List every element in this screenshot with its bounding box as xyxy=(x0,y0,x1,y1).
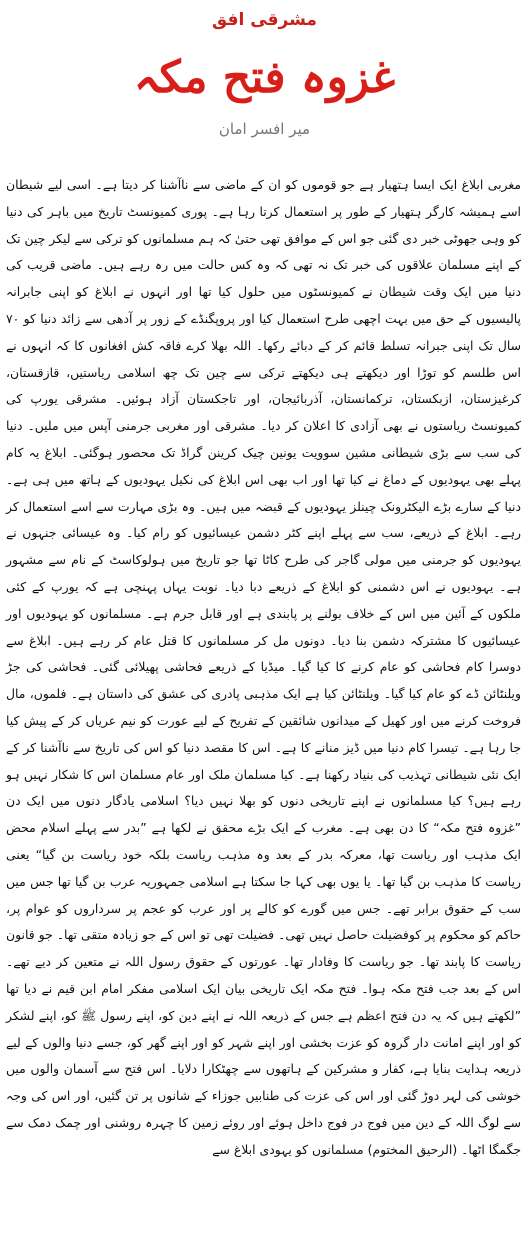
column-name: مشرقی افق xyxy=(212,10,317,30)
article-headline: غزوہ فتح مکہ xyxy=(133,52,396,103)
article-paragraph: مغربی ابلاغ ایک ایسا ہتھیار ہے جو قوموں کو ان کے ماضی سے ناآشنا کر دیتا ہے۔ اسی لیے شیطان اسے ہمیشہ کارگر ہتھیار کے طور پر استعمال کرتا رہا ہے۔ پوری کمیونسٹ تاریخ میں باہر کی دنیا کو وہی جھوٹی خبر دی گئی جو اس کے موافق تھی حتیٰ کہ ہم مسلمانوں کو ترکی سے لیکر چین تک کے اپنے مسلمان علاقوں کی خبر تک نہ تھی کہ وہ کس حالت میں رہ رہے ہیں۔ ماضی قریب کی دنیا میں ایک وقت شیطان نے کمیونسٹوں میں حلول کیا تھا اور انہوں نے ابلاغ کو اپنی جابرانہ پالیسیوں کے حق میں بہت اچھی طرح استعمال کیا اور پروپگنڈے کے زور پر آدھی سے زائد دنیا کو ۷۰ سال تک اپنی جبرانہ تسلط قائم کر کے دبائے رکھا۔ اللہ بھلا کرے فاقہ کش افغانوں کا کہ انہوں نے اس طلسم کو توڑا اور دیکھتے ہی دیکھتے ترکی سے چین تک چھ اسلامی ریاستیں، قازقستان، کرغیزستان، ازبکستان، ترکمانستان، آذربائیجان، اور تاجکستان آزاد ہوئیں۔ مشرقی یورپ کی کمیونسٹ ریاستوں نے بھی آزادی کا اعلان کر دیا۔ مشرقی اور مغربی جرمنی آپس میں ملیں۔ دنیا کی سب سے بڑی شیطانی مشین سوویت یونین چیک کرینن گراڈ تک محصور ہوگئی۔ ابلاغ یہ کام پہلے بھی یہودیوں کے دماغ نے کیا تھا اور اب بھی اس ابلاغ کی نکیل یہودیوں کے ہاتھ میں ہی ہے۔ دنیا کے سارے بڑے الیکٹرونک چینلز یہودیوں کے قبضہ میں ہیں۔ وہ بڑی مہارت سے اسے استعمال کر رہے۔ ابلاغ کے ذریعے، سب سے پہلے اپنے کٹر دشمن عیسائیوں کو رام کیا۔ وہ عیسائی جنہوں نے یہودیوں کو جرمنی میں مولی گاجر کی طرح کاٹا تھا جو تاریخ میں ہولوکاسٹ کے نام سے مشہور ہے۔ یہودیوں نے اس دشمنی کو ابلاغ کے ذریعے دبا دیا۔ نوبت یہاں پہنچی ہے کہ یورپ کے کئی ملکوں کے آئین میں اس کے خلاف بولنے پر پابندی ہے اور قابل جرم ہے۔ مسلمانوں کو یہودیوں اور عیسائیوں کا مشترکہ دشمن بنا دیا۔ دونوں مل کر مسلمانوں کا قتل عام کر رہے ہیں۔ ابلاغ سے دوسرا کام فحاشی کو عام کرنے کا کیا گیا۔ میڈیا کے ذریعے فحاشی پھیلائی گئی۔ فحاشی کی جڑ ویلنٹائن ڈے کو عام کیا گیا۔ ویلنٹائن کیا ہے ایک مذہبی پادری کی عشق کی داستان ہے۔ فلموں، مال فروخت کرنے میں اور کھیل کے میدانوں شائقین کے تفریح کے لیے عورت کو نیم عریاں کر کے پیش کیا جا رہا ہے۔ تیسرا کام دنیا میں ڈیز منانے کا ہے۔ اس کا مقصد دنیا کو اس کی تاریخ سے ناآشنا کر کے ایک نئی شیطانی تہذیب کی بنیاد رکھنا ہے۔ کیا مسلمان ملک اور عام مسلمان اس کا شکار نہیں ہو رہے ہیں؟ کیا مسلمانوں نے اپنے تاریخی دنوں کو بھلا نہیں دیا؟ اسلامی یادگار دنوں میں ایک دن ”غزوہ فتح مکہ“ کا دن بھی ہے۔ مغرب کے ایک بڑے محقق نے لکھا ہے ”بدر سے پہلے اسلام محض ایک مذہب اور ریاست تھا، معرکہ بدر کے بعد وہ مذہب ریاست بلکہ خود ریاست بن گیا“ یعنی ریاست کا مذہب بن گیا تھا۔ یا یوں بھی کہا جا سکتا ہے اسلامی جمہوریہ عرب بن گیا تھا جس میں سب کے حقوق برابر تھے۔ جس میں گورے کو کالے پر اور عرب کو عجم پر سرداروں کو عوام پر، حاکم کو محکوم پر کوفضیلت حاصل نہیں تھی۔ فضیلت تھی تو اس کے جو زیادہ متقی تھا۔ جو قانون ریاست کا پابند تھا۔ جو ریاست کا وفادار تھا۔ عورتوں کے حقوق رسول اللہ نے متعین کر دیے تھے۔ اس کے بعد جب فتح مکہ ہوا۔ فتح مکہ ایک تاریخی بیان ایک اسلامی مفکر امام ابن قیم نے دیا تھا ”لکھتے ہیں کہ یہ دن فتح اعظم ہے جس کے ذریعہ اللہ نے اپنے دین کو، اپنے رسول ﷺ کو، اپنے لشکر کو اور اپنے امانت دار گروہ کو عزت بخشی اور اپنے شہر کو اور اپنے گھر کو، جسے دنیا والوں کے لیے ذریعہ ہدایت بنایا ہے، کفار و مشرکین کے ہاتھوں سے چھٹکارا دلایا۔ اس فتح سے آسمان والوں میں خوشی کی لہر دوڑ گئی اور اس کی عزت کی طنابیں جوزاء کے شانوں پر تن گئیں، اور اس کی وجہ سے لوگ اللہ کے دین میں فوج در فوج داخل ہوئے اور روئے زمین کا چہرہ روشنی اور چمک دمک سے جگمگا اٹھا۔ (الرحیق المختوم) مسلمانوں کو یہودی ابلاغ سے xyxy=(6,177,521,1157)
article-body xyxy=(6,172,521,1163)
author-byline: میر افسر امان xyxy=(218,120,311,138)
